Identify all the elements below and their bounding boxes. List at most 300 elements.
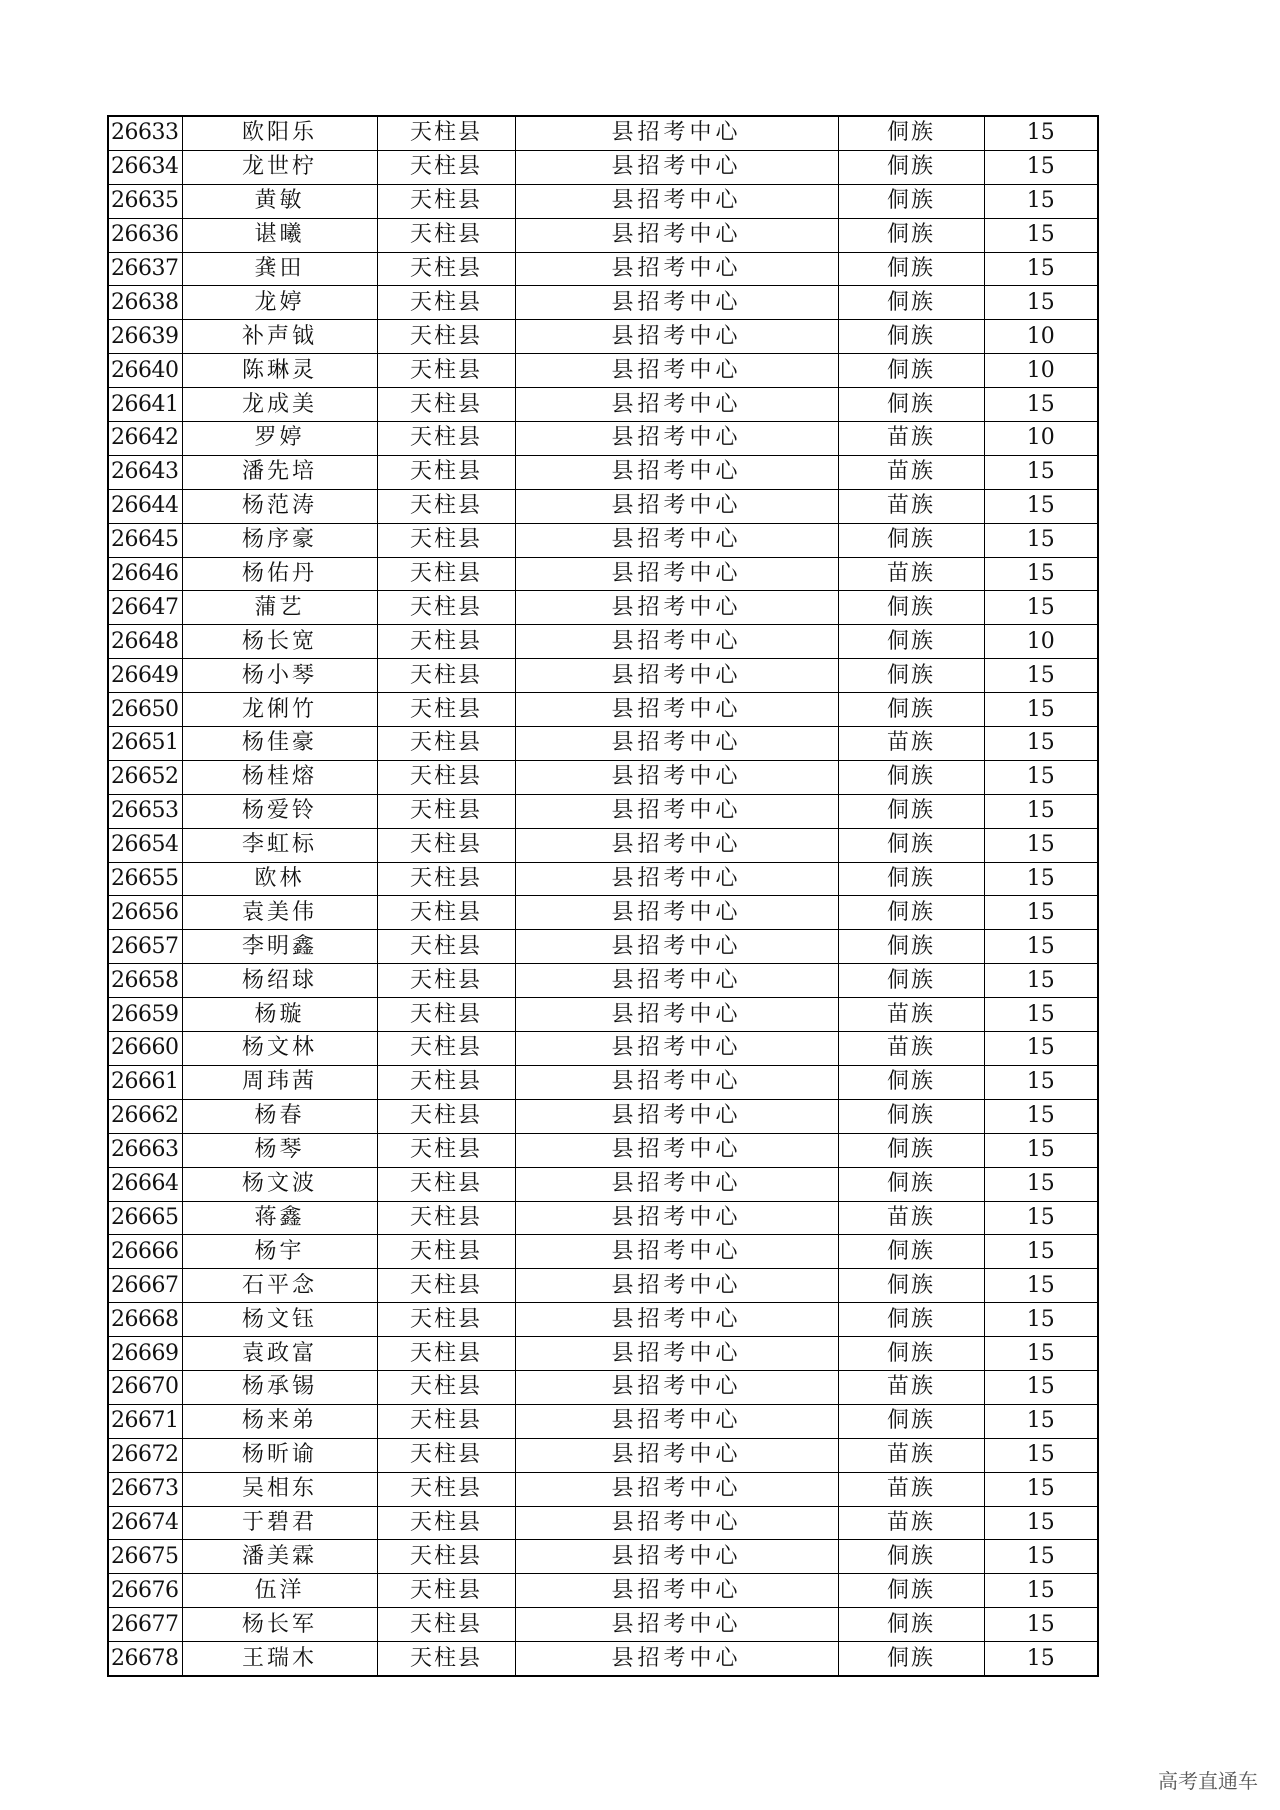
id-cell: 26638	[108, 286, 182, 320]
county-cell: 天柱县	[377, 523, 515, 557]
points-cell: 15	[984, 1235, 1098, 1269]
table-row	[108, 252, 1098, 286]
ethnicity-cell: 侗族	[838, 150, 984, 184]
ethnicity-cell: 侗族	[838, 1167, 984, 1201]
name-cell: 龙成美	[182, 388, 377, 422]
id-cell: 26652	[108, 760, 182, 794]
table-row	[108, 727, 1098, 761]
county-cell: 天柱县	[377, 727, 515, 761]
name-cell: 杨佑丹	[182, 557, 377, 591]
id-cell: 26651	[108, 727, 182, 761]
ethnicity-cell: 苗族	[838, 557, 984, 591]
ethnicity-cell: 侗族	[838, 794, 984, 828]
id-cell: 26645	[108, 523, 182, 557]
table-row	[108, 930, 1098, 964]
county-cell: 天柱县	[377, 1404, 515, 1438]
ethnicity-cell: 侗族	[838, 1065, 984, 1099]
id-cell: 26665	[108, 1201, 182, 1235]
table-row	[108, 1574, 1098, 1608]
ethnicity-cell: 侗族	[838, 930, 984, 964]
name-cell: 杨昕谕	[182, 1438, 377, 1472]
table-row	[108, 1201, 1098, 1235]
data-table	[107, 115, 1099, 1677]
county-cell: 天柱县	[377, 1032, 515, 1066]
unit-cell: 县招考中心	[515, 1269, 838, 1303]
points-cell: 15	[984, 862, 1098, 896]
ethnicity-cell: 侗族	[838, 523, 984, 557]
county-cell: 天柱县	[377, 760, 515, 794]
ethnicity-cell: 侗族	[838, 591, 984, 625]
points-cell: 15	[984, 896, 1098, 930]
ethnicity-cell: 侗族	[838, 896, 984, 930]
table-row	[108, 1032, 1098, 1066]
points-cell: 15	[984, 523, 1098, 557]
county-cell: 天柱县	[377, 557, 515, 591]
table-row	[108, 1099, 1098, 1133]
id-cell: 26678	[108, 1642, 182, 1676]
points-cell: 15	[984, 1540, 1098, 1574]
name-cell: 蒲艺	[182, 591, 377, 625]
table-row	[108, 1540, 1098, 1574]
ethnicity-cell: 苗族	[838, 455, 984, 489]
points-cell: 15	[984, 693, 1098, 727]
name-cell: 龙世柠	[182, 150, 377, 184]
unit-cell: 县招考中心	[515, 1438, 838, 1472]
table-row	[108, 760, 1098, 794]
table-row	[108, 998, 1098, 1032]
unit-cell: 县招考中心	[515, 489, 838, 523]
id-cell: 26670	[108, 1370, 182, 1404]
ethnicity-cell: 侗族	[838, 1269, 984, 1303]
table-row	[108, 1167, 1098, 1201]
id-cell: 26659	[108, 998, 182, 1032]
table-row	[108, 1337, 1098, 1371]
points-cell: 15	[984, 828, 1098, 862]
id-cell: 26660	[108, 1032, 182, 1066]
ethnicity-cell: 侗族	[838, 1099, 984, 1133]
county-cell: 天柱县	[377, 184, 515, 218]
name-cell: 欧阳乐	[182, 116, 377, 150]
id-cell: 26662	[108, 1099, 182, 1133]
id-cell: 26661	[108, 1065, 182, 1099]
points-cell: 15	[984, 388, 1098, 422]
county-cell: 天柱县	[377, 794, 515, 828]
table-row	[108, 693, 1098, 727]
id-cell: 26674	[108, 1506, 182, 1540]
id-cell: 26672	[108, 1438, 182, 1472]
points-cell: 15	[984, 659, 1098, 693]
id-cell: 26637	[108, 252, 182, 286]
table-row	[108, 1269, 1098, 1303]
id-cell: 26647	[108, 591, 182, 625]
name-cell: 杨文钰	[182, 1303, 377, 1337]
points-cell: 15	[984, 1269, 1098, 1303]
ethnicity-cell: 侗族	[838, 862, 984, 896]
unit-cell: 县招考中心	[515, 964, 838, 998]
county-cell: 天柱县	[377, 693, 515, 727]
ethnicity-cell: 苗族	[838, 1370, 984, 1404]
id-cell: 26658	[108, 964, 182, 998]
table-row	[108, 557, 1098, 591]
watermark-text: 高考直通车	[1158, 1769, 1258, 1793]
name-cell: 龙婷	[182, 286, 377, 320]
points-cell: 15	[984, 150, 1098, 184]
unit-cell: 县招考中心	[515, 150, 838, 184]
points-cell: 10	[984, 320, 1098, 354]
ethnicity-cell: 侗族	[838, 693, 984, 727]
unit-cell: 县招考中心	[515, 727, 838, 761]
points-cell: 15	[984, 1032, 1098, 1066]
table-row	[108, 1608, 1098, 1642]
name-cell: 杨范涛	[182, 489, 377, 523]
name-cell: 谌曦	[182, 218, 377, 252]
county-cell: 天柱县	[377, 1099, 515, 1133]
name-cell: 蒋鑫	[182, 1201, 377, 1235]
table-row	[108, 1642, 1098, 1676]
ethnicity-cell: 侗族	[838, 286, 984, 320]
points-cell: 15	[984, 1167, 1098, 1201]
points-cell: 15	[984, 1303, 1098, 1337]
name-cell: 杨琴	[182, 1133, 377, 1167]
county-cell: 天柱县	[377, 862, 515, 896]
points-cell: 15	[984, 218, 1098, 252]
points-cell: 15	[984, 1574, 1098, 1608]
name-cell: 杨璇	[182, 998, 377, 1032]
unit-cell: 县招考中心	[515, 1032, 838, 1066]
ethnicity-cell: 侗族	[838, 828, 984, 862]
ethnicity-cell: 侗族	[838, 625, 984, 659]
name-cell: 杨承锡	[182, 1370, 377, 1404]
county-cell: 天柱县	[377, 1167, 515, 1201]
county-cell: 天柱县	[377, 625, 515, 659]
county-cell: 天柱县	[377, 150, 515, 184]
points-cell: 15	[984, 1642, 1098, 1676]
table-row	[108, 1133, 1098, 1167]
points-cell: 15	[984, 1608, 1098, 1642]
table-row	[108, 1235, 1098, 1269]
county-cell: 天柱县	[377, 116, 515, 150]
id-cell: 26675	[108, 1540, 182, 1574]
points-cell: 15	[984, 184, 1098, 218]
points-cell: 15	[984, 1065, 1098, 1099]
name-cell: 潘先培	[182, 455, 377, 489]
county-cell: 天柱县	[377, 998, 515, 1032]
id-cell: 26654	[108, 828, 182, 862]
unit-cell: 县招考中心	[515, 116, 838, 150]
ethnicity-cell: 侗族	[838, 1642, 984, 1676]
name-cell: 黄敏	[182, 184, 377, 218]
name-cell: 王瑞木	[182, 1642, 377, 1676]
id-cell: 26663	[108, 1133, 182, 1167]
name-cell: 陈琳灵	[182, 354, 377, 388]
ethnicity-cell: 苗族	[838, 489, 984, 523]
id-cell: 26666	[108, 1235, 182, 1269]
ethnicity-cell: 侗族	[838, 659, 984, 693]
ethnicity-cell: 侗族	[838, 1303, 984, 1337]
points-cell: 15	[984, 1438, 1098, 1472]
unit-cell: 县招考中心	[515, 930, 838, 964]
ethnicity-cell: 侗族	[838, 964, 984, 998]
name-cell: 杨序豪	[182, 523, 377, 557]
unit-cell: 县招考中心	[515, 862, 838, 896]
unit-cell: 县招考中心	[515, 625, 838, 659]
ethnicity-cell: 苗族	[838, 1472, 984, 1506]
table-row	[108, 150, 1098, 184]
ethnicity-cell: 侗族	[838, 1608, 984, 1642]
id-cell: 26650	[108, 693, 182, 727]
county-cell: 天柱县	[377, 659, 515, 693]
id-cell: 26644	[108, 489, 182, 523]
county-cell: 天柱县	[377, 455, 515, 489]
table-row	[108, 489, 1098, 523]
points-cell: 10	[984, 625, 1098, 659]
name-cell: 潘美霖	[182, 1540, 377, 1574]
points-cell: 15	[984, 591, 1098, 625]
points-cell: 15	[984, 116, 1098, 150]
table-row	[108, 354, 1098, 388]
unit-cell: 县招考中心	[515, 794, 838, 828]
county-cell: 天柱县	[377, 1337, 515, 1371]
unit-cell: 县招考中心	[515, 591, 838, 625]
county-cell: 天柱县	[377, 286, 515, 320]
unit-cell: 县招考中心	[515, 1201, 838, 1235]
name-cell: 杨小琴	[182, 659, 377, 693]
points-cell: 15	[984, 1337, 1098, 1371]
county-cell: 天柱县	[377, 591, 515, 625]
unit-cell: 县招考中心	[515, 693, 838, 727]
id-cell: 26642	[108, 422, 182, 456]
id-cell: 26668	[108, 1303, 182, 1337]
table-body	[108, 116, 1098, 1676]
name-cell: 杨爱铃	[182, 794, 377, 828]
unit-cell: 县招考中心	[515, 1608, 838, 1642]
ethnicity-cell: 苗族	[838, 422, 984, 456]
points-cell: 15	[984, 1099, 1098, 1133]
id-cell: 26676	[108, 1574, 182, 1608]
county-cell: 天柱县	[377, 388, 515, 422]
ethnicity-cell: 侗族	[838, 760, 984, 794]
table-row	[108, 1370, 1098, 1404]
ethnicity-cell: 侗族	[838, 184, 984, 218]
table-row	[108, 1506, 1098, 1540]
unit-cell: 县招考中心	[515, 557, 838, 591]
name-cell: 袁政富	[182, 1337, 377, 1371]
unit-cell: 县招考中心	[515, 184, 838, 218]
ethnicity-cell: 侗族	[838, 1574, 984, 1608]
ethnicity-cell: 侗族	[838, 116, 984, 150]
table-row	[108, 388, 1098, 422]
county-cell: 天柱县	[377, 964, 515, 998]
name-cell: 杨长军	[182, 1608, 377, 1642]
id-cell: 26635	[108, 184, 182, 218]
county-cell: 天柱县	[377, 1269, 515, 1303]
table-row	[108, 1303, 1098, 1337]
ethnicity-cell: 侗族	[838, 1540, 984, 1574]
table-row	[108, 625, 1098, 659]
table-row	[108, 286, 1098, 320]
unit-cell: 县招考中心	[515, 1167, 838, 1201]
unit-cell: 县招考中心	[515, 218, 838, 252]
unit-cell: 县招考中心	[515, 1303, 838, 1337]
table-row	[108, 591, 1098, 625]
ethnicity-cell: 侗族	[838, 1337, 984, 1371]
unit-cell: 县招考中心	[515, 455, 838, 489]
points-cell: 15	[984, 727, 1098, 761]
unit-cell: 县招考中心	[515, 1370, 838, 1404]
id-cell: 26669	[108, 1337, 182, 1371]
county-cell: 天柱县	[377, 1303, 515, 1337]
points-cell: 15	[984, 1133, 1098, 1167]
table-row	[108, 184, 1098, 218]
unit-cell: 县招考中心	[515, 1404, 838, 1438]
table-row	[108, 794, 1098, 828]
ethnicity-cell: 侗族	[838, 1133, 984, 1167]
ethnicity-cell: 侗族	[838, 218, 984, 252]
unit-cell: 县招考中心	[515, 1099, 838, 1133]
table-row	[108, 523, 1098, 557]
unit-cell: 县招考中心	[515, 1133, 838, 1167]
county-cell: 天柱县	[377, 252, 515, 286]
id-cell: 26648	[108, 625, 182, 659]
name-cell: 龙俐竹	[182, 693, 377, 727]
ethnicity-cell: 苗族	[838, 1438, 984, 1472]
table-row	[108, 218, 1098, 252]
county-cell: 天柱县	[377, 422, 515, 456]
points-cell: 15	[984, 286, 1098, 320]
unit-cell: 县招考中心	[515, 422, 838, 456]
table-row	[108, 1438, 1098, 1472]
table-row	[108, 1404, 1098, 1438]
unit-cell: 县招考中心	[515, 896, 838, 930]
ethnicity-cell: 侗族	[838, 320, 984, 354]
county-cell: 天柱县	[377, 930, 515, 964]
unit-cell: 县招考中心	[515, 998, 838, 1032]
points-cell: 15	[984, 930, 1098, 964]
points-cell: 15	[984, 964, 1098, 998]
county-cell: 天柱县	[377, 320, 515, 354]
unit-cell: 县招考中心	[515, 1235, 838, 1269]
unit-cell: 县招考中心	[515, 1065, 838, 1099]
unit-cell: 县招考中心	[515, 1540, 838, 1574]
unit-cell: 县招考中心	[515, 320, 838, 354]
county-cell: 天柱县	[377, 489, 515, 523]
name-cell: 伍洋	[182, 1574, 377, 1608]
ethnicity-cell: 侗族	[838, 354, 984, 388]
id-cell: 26643	[108, 455, 182, 489]
id-cell: 26634	[108, 150, 182, 184]
county-cell: 天柱县	[377, 1065, 515, 1099]
id-cell: 26653	[108, 794, 182, 828]
ethnicity-cell: 苗族	[838, 727, 984, 761]
id-cell: 26673	[108, 1472, 182, 1506]
unit-cell: 县招考中心	[515, 252, 838, 286]
id-cell: 26641	[108, 388, 182, 422]
name-cell: 杨文林	[182, 1032, 377, 1066]
name-cell: 杨长宽	[182, 625, 377, 659]
county-cell: 天柱县	[377, 896, 515, 930]
id-cell: 26656	[108, 896, 182, 930]
ethnicity-cell: 苗族	[838, 1032, 984, 1066]
county-cell: 天柱县	[377, 1235, 515, 1269]
ethnicity-cell: 侗族	[838, 252, 984, 286]
id-cell: 26657	[108, 930, 182, 964]
unit-cell: 县招考中心	[515, 1337, 838, 1371]
points-cell: 15	[984, 1370, 1098, 1404]
id-cell: 26671	[108, 1404, 182, 1438]
unit-cell: 县招考中心	[515, 659, 838, 693]
table-row	[108, 1065, 1098, 1099]
name-cell: 杨佳豪	[182, 727, 377, 761]
county-cell: 天柱县	[377, 1506, 515, 1540]
county-cell: 天柱县	[377, 1133, 515, 1167]
table-row	[108, 659, 1098, 693]
ethnicity-cell: 苗族	[838, 998, 984, 1032]
id-cell: 26664	[108, 1167, 182, 1201]
name-cell: 杨来弟	[182, 1404, 377, 1438]
table-row	[108, 964, 1098, 998]
table-row	[108, 116, 1098, 150]
name-cell: 石平念	[182, 1269, 377, 1303]
id-cell: 26633	[108, 116, 182, 150]
id-cell: 26646	[108, 557, 182, 591]
name-cell: 李虹标	[182, 828, 377, 862]
points-cell: 10	[984, 422, 1098, 456]
points-cell: 15	[984, 760, 1098, 794]
county-cell: 天柱县	[377, 218, 515, 252]
name-cell: 杨宇	[182, 1235, 377, 1269]
name-cell: 于碧君	[182, 1506, 377, 1540]
table-row	[108, 896, 1098, 930]
points-cell: 15	[984, 998, 1098, 1032]
table-row	[108, 1472, 1098, 1506]
unit-cell: 县招考中心	[515, 760, 838, 794]
ethnicity-cell: 苗族	[838, 1506, 984, 1540]
ethnicity-cell: 侗族	[838, 1235, 984, 1269]
county-cell: 天柱县	[377, 1370, 515, 1404]
name-cell: 杨文波	[182, 1167, 377, 1201]
points-cell: 15	[984, 252, 1098, 286]
county-cell: 天柱县	[377, 828, 515, 862]
table-row	[108, 862, 1098, 896]
unit-cell: 县招考中心	[515, 1506, 838, 1540]
unit-cell: 县招考中心	[515, 1642, 838, 1676]
points-cell: 15	[984, 1506, 1098, 1540]
name-cell: 龚田	[182, 252, 377, 286]
id-cell: 26655	[108, 862, 182, 896]
county-cell: 天柱县	[377, 1201, 515, 1235]
name-cell: 补声钺	[182, 320, 377, 354]
id-cell: 26667	[108, 1269, 182, 1303]
name-cell: 欧林	[182, 862, 377, 896]
ethnicity-cell: 侗族	[838, 388, 984, 422]
unit-cell: 县招考中心	[515, 1472, 838, 1506]
ethnicity-cell: 苗族	[838, 1201, 984, 1235]
county-cell: 天柱县	[377, 1608, 515, 1642]
name-cell: 杨桂熔	[182, 760, 377, 794]
points-cell: 15	[984, 1201, 1098, 1235]
id-cell: 26639	[108, 320, 182, 354]
county-cell: 天柱县	[377, 1574, 515, 1608]
unit-cell: 县招考中心	[515, 354, 838, 388]
unit-cell: 县招考中心	[515, 286, 838, 320]
id-cell: 26649	[108, 659, 182, 693]
points-cell: 15	[984, 455, 1098, 489]
points-cell: 15	[984, 794, 1098, 828]
county-cell: 天柱县	[377, 1438, 515, 1472]
name-cell: 吴相东	[182, 1472, 377, 1506]
table-row	[108, 455, 1098, 489]
table-row	[108, 422, 1098, 456]
